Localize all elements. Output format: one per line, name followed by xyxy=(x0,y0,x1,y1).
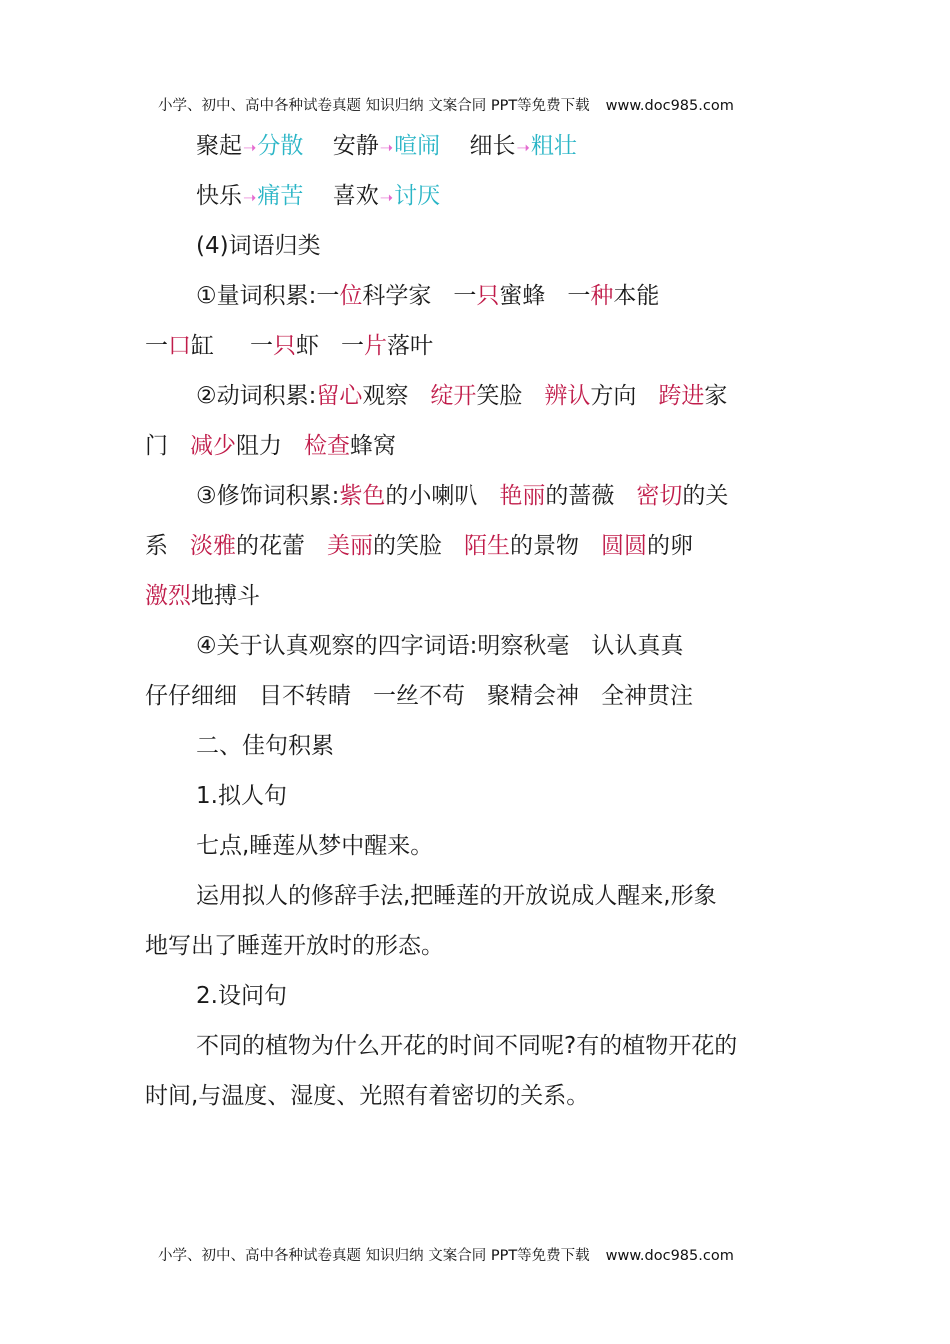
measure-words-line-2 xyxy=(145,331,815,361)
header-url[interactable]: www.doc985.com xyxy=(605,98,734,114)
word-text: 全神贯注 xyxy=(601,683,693,709)
word-text: 笑脸 xyxy=(476,383,523,409)
highlighted-word: 只 xyxy=(476,283,500,309)
modifiers-line-2 xyxy=(145,531,815,561)
personification-title: 1.拟人句 xyxy=(196,783,287,809)
word-text: 的小喇叭 xyxy=(385,483,478,509)
word-text: 蜜蜂 xyxy=(499,283,546,309)
idioms-label: ④关于认真观察的四字词语: xyxy=(196,633,478,659)
highlighted-word: 片 xyxy=(364,333,387,359)
idioms-line-1 xyxy=(196,631,866,661)
word-text: 认认真真 xyxy=(591,633,684,659)
highlighted-word: 减少 xyxy=(190,433,236,459)
highlighted-word: 种 xyxy=(590,283,614,309)
measure-words-label: ①量词积累: xyxy=(196,283,317,309)
word-text: 蜂窝 xyxy=(350,433,396,459)
footer-url[interactable]: www.doc985.com xyxy=(605,1248,734,1264)
modifiers-line-1 xyxy=(196,481,866,511)
verbs-line-1 xyxy=(196,381,866,411)
word-text: 的花蕾 xyxy=(236,533,305,559)
word-text: 本能 xyxy=(613,283,660,309)
word-text: 的关 xyxy=(682,483,729,509)
antonym-word: 快乐 xyxy=(196,183,242,209)
personification-explain-1: 运用拟人的修辞手法,把睡莲的开放说成人醒来,形象 xyxy=(196,883,717,909)
word-text: 门 xyxy=(145,433,168,459)
highlighted-word: 陌生 xyxy=(464,533,510,559)
personification-explain-2: 地写出了睡莲开放时的形态。 xyxy=(145,933,444,959)
word-text: 的笑脸 xyxy=(373,533,442,559)
arrow-icon: ➝ xyxy=(379,138,394,157)
word-text: 一 xyxy=(316,283,340,309)
idioms-line-2 xyxy=(145,681,815,711)
antonym-answer: 喧闹 xyxy=(394,133,441,159)
word-text: 一 xyxy=(453,283,477,309)
word-text: 地搏斗 xyxy=(191,583,260,609)
arrow-icon: ➝ xyxy=(516,138,530,157)
word-text: 观察 xyxy=(362,383,409,409)
measure-words-line-1 xyxy=(196,281,866,311)
antonym-answer: 讨厌 xyxy=(394,183,441,209)
highlighted-word: 只 xyxy=(273,333,296,359)
antonym-word: 安静 xyxy=(332,133,379,159)
antonym-line-2 xyxy=(196,181,866,213)
antonym-answer: 粗壮 xyxy=(530,133,577,159)
word-text: 系 xyxy=(145,533,168,559)
word-text: 仔仔细细 xyxy=(145,683,237,709)
antonym-answer: 分散 xyxy=(257,133,304,159)
antonym-word: 喜欢 xyxy=(332,183,379,209)
rhetorical-question-sentence-1: 不同的植物为什么开花的时间不同呢?有的植物开花的 xyxy=(196,1033,738,1059)
personification-sentence: 七点,睡莲从梦中醒来。 xyxy=(196,833,434,859)
word-text: 方向 xyxy=(590,383,637,409)
word-text: 落叶 xyxy=(387,333,433,359)
highlighted-word: 位 xyxy=(339,283,363,309)
word-text: 的景物 xyxy=(510,533,579,559)
word-text: 的卵 xyxy=(647,533,693,559)
highlighted-word: 辨认 xyxy=(544,383,591,409)
page-header xyxy=(158,94,798,115)
verbs-label: ②动词积累: xyxy=(196,383,317,409)
word-text: 一 xyxy=(250,333,273,359)
arrow-icon: ➝ xyxy=(379,188,394,207)
word-text: 目不转睛 xyxy=(259,683,351,709)
rhetorical-question-title: 2.设问句 xyxy=(196,983,287,1009)
header-text: 小学、初中、高中各种试卷真题 知识归纳 文案合同 PPT等免费下载 xyxy=(158,98,590,114)
section-4-title: (4)词语归类 xyxy=(196,233,321,259)
arrow-icon: ➝ xyxy=(243,138,257,157)
antonym-word: 细长 xyxy=(469,133,516,159)
modifiers-line-3 xyxy=(145,581,815,611)
highlighted-word: 艳丽 xyxy=(499,483,546,509)
highlighted-word: 绽开 xyxy=(430,383,477,409)
page-footer xyxy=(158,1244,798,1265)
highlighted-word: 口 xyxy=(168,333,191,359)
highlighted-word: 激烈 xyxy=(145,583,191,609)
word-text: 虾 xyxy=(296,333,319,359)
word-text: 一 xyxy=(145,333,168,359)
antonym-line-1 xyxy=(196,131,866,163)
word-text: 一 xyxy=(341,333,364,359)
antonym-word: 聚起 xyxy=(196,133,242,159)
highlighted-word: 密切 xyxy=(636,483,683,509)
word-text: 阻力 xyxy=(236,433,282,459)
highlighted-word: 淡雅 xyxy=(190,533,236,559)
part-2-title: 二、佳句积累 xyxy=(196,733,334,759)
word-text: 一 xyxy=(567,283,591,309)
word-text: 的蔷薇 xyxy=(545,483,615,509)
highlighted-word: 留心 xyxy=(316,383,363,409)
word-text: 明察秋毫 xyxy=(477,633,570,659)
word-text: 聚精会神 xyxy=(487,683,579,709)
highlighted-word: 检查 xyxy=(304,433,350,459)
modifiers-label: ③修饰词积累: xyxy=(196,483,340,509)
verbs-line-2 xyxy=(145,431,815,461)
highlighted-word: 跨进 xyxy=(658,383,705,409)
word-text: 家 xyxy=(704,383,728,409)
word-text: 一丝不苟 xyxy=(373,683,465,709)
highlighted-word: 紫色 xyxy=(339,483,386,509)
antonym-answer: 痛苦 xyxy=(257,183,304,209)
rhetorical-question-sentence-2: 时间,与温度、湿度、光照有着密切的关系。 xyxy=(145,1083,590,1109)
highlighted-word: 美丽 xyxy=(327,533,373,559)
footer-text: 小学、初中、高中各种试卷真题 知识归纳 文案合同 PPT等免费下载 xyxy=(158,1248,590,1264)
highlighted-word: 圆圆 xyxy=(601,533,647,559)
word-text: 科学家 xyxy=(362,283,432,309)
word-text: 缸 xyxy=(191,333,214,359)
arrow-icon: ➝ xyxy=(243,188,257,207)
